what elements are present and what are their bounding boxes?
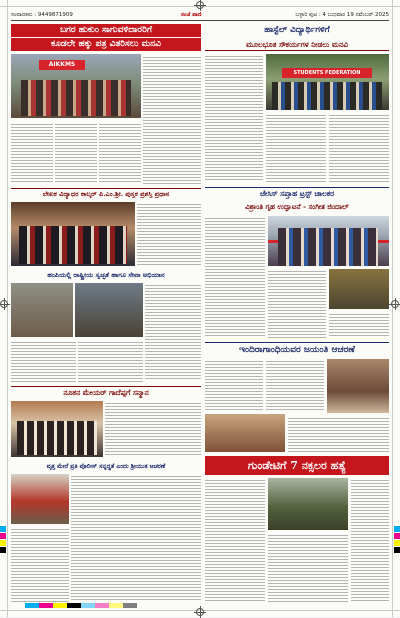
headline-indira: ಇಂದಿರಾಗಾಂಧಿಯವರ ಜಯಂತಿ ಆಚರಣೆ xyxy=(205,342,389,356)
headline-hostel-2: ಮೂಲಭೂತ ಸೌಕರ್ಯಗಳ ನೀಡಲು ಮನವಿ xyxy=(205,38,389,51)
issue-info: ಬಳ್ಳಾರಿ ಪುಟ : 4 ಬುಧವಾರ 19 ನವೆಂಬರ್ 2025 xyxy=(295,12,389,18)
headline-book-release: ಲೇಖಕ ವಿದ್ಯಾಧರ ಕಾಲ್ಕರ್ ಪಿ.ಎಂ.ಶ್ರೀ. ಪುಸ್ತಕ ಪ್ರಶಸ್ತಿ ಪ್ರಧಾನ xyxy=(11,188,201,199)
registration-mark-right xyxy=(391,300,399,308)
masthead xyxy=(11,11,389,21)
photo-jcs-ribbon xyxy=(268,216,389,266)
banner-students-federation: STUDENTS FEDERATION xyxy=(282,68,372,78)
body-text-hostel-col3 xyxy=(329,113,389,182)
crop-line-left xyxy=(7,0,8,617)
headline-jcs-1: ಜೇಸಿಸ್ ಸಪ್ತಾಹ ಟ್ರಸ್ಟ್ ಚಾಲಕರ xyxy=(205,187,389,199)
body-text-hospet xyxy=(145,283,201,381)
editor-contact: ಸಂಪಾದಕರು : 9449871909 xyxy=(11,12,73,18)
photo-mayor xyxy=(11,401,103,457)
headline-mayor: ನೂತನ ಮೇಯರ್ ಗಾದೆಪ್ಪಗೆ ಸನ್ಮಾನ xyxy=(11,386,201,398)
photo-indira-event xyxy=(327,359,389,413)
registration-mark-top xyxy=(196,1,204,9)
body-text-crime-col3 xyxy=(351,478,389,602)
registration-mark-left xyxy=(0,300,8,308)
body-text-hostel-col1 xyxy=(205,54,263,182)
body-text-land-rights-col1b xyxy=(55,122,97,182)
photo-jcs-portrait xyxy=(329,269,389,309)
magenta-mark xyxy=(0,533,6,539)
body-text-indira-col2 xyxy=(266,359,324,411)
cyan-mark xyxy=(0,526,6,532)
headline-land-rights-2: ಕೂಡಲೇ ಹಕ್ಕು ಪತ್ರ ವಿತರಿಸಲು ಮನವಿ xyxy=(11,38,201,51)
headline-land-rights-1: ಬಗರ ಹುಕುಂ ಸಾಗುವಳಿದಾರರಿಗೆ xyxy=(11,24,201,37)
body-text-courts xyxy=(71,474,201,602)
body-text-jcs-col2 xyxy=(268,269,326,338)
body-text-land-rights-col1c xyxy=(99,122,141,182)
body-text-indira-col3 xyxy=(288,416,389,452)
photo-hospet-1 xyxy=(11,283,73,337)
photo-indira-event-2 xyxy=(205,414,285,452)
black-mark xyxy=(394,547,400,553)
body-text-hospet-3 xyxy=(78,340,143,384)
banner-aikkms: AIKKMS xyxy=(39,60,85,70)
cyan-mark xyxy=(394,526,400,532)
body-text-hostel-col2 xyxy=(266,113,326,182)
headline-jcs-2: ವಿಶ್ರಾಂತಿ ಗೃಹ ಉದ್ಘಾಟನೆ - ಸಂಗೀತ ಜಿಂದಾಲ್ xyxy=(245,202,349,211)
paper-name: ಸಂಜೆ ವಾಣಿ xyxy=(181,12,202,18)
magenta-mark xyxy=(394,533,400,539)
photo-hostel xyxy=(266,54,389,110)
yellow-mark xyxy=(0,540,6,546)
crop-line-right xyxy=(392,0,393,617)
body-text-book-release xyxy=(137,202,201,266)
body-text-mayor xyxy=(105,401,201,457)
body-text-courts-2 xyxy=(11,527,69,602)
body-text-crime-col2 xyxy=(268,533,348,602)
headline-crime: ಗುಂಡೇಟಿಗೆ 7 ನಕ್ಸಲರ ಹತ್ಯೆ xyxy=(205,456,389,475)
body-text-jcs-col3 xyxy=(329,312,389,338)
print-color-bar xyxy=(25,603,137,608)
headline-hostel-1: ಹಾಸ್ಟೆಲ್ ವಿದ್ಯಾರ್ಥಿಗಳಿಗೆ xyxy=(264,25,330,35)
body-text-land-rights-col2 xyxy=(143,55,201,185)
body-text-hospet-2 xyxy=(11,340,76,384)
photo-protest xyxy=(11,54,141,118)
body-text-indira-col1 xyxy=(205,359,263,411)
yellow-mark xyxy=(394,540,400,546)
registration-mark-bottom xyxy=(196,608,204,616)
body-text-land-rights-col1 xyxy=(11,122,53,182)
body-text-crime-col1 xyxy=(205,478,265,602)
photo-crime-scene xyxy=(268,478,348,530)
headline-hospet: ಹಂಪಿಯಲ್ಲಿ ರಾಷ್ಟ್ರೀಯ ಸ್ವಚ್ಛತೆ ಹಾಗೂ ಸೇವಾ ಅಭಿಯಾನ xyxy=(47,271,165,279)
photo-court-building xyxy=(11,474,69,524)
photo-book-release xyxy=(11,202,135,266)
photo-hospet-2 xyxy=(75,283,143,337)
headline-courts: ವೃತ್ತ ಮೇರೆ ಪ್ರತಿ ಪೊಲೀಸ್ ಸನ್ನದ್ಧತೆ ಎಂದು ಶ್ರೀಯುತ ಆಚರಣೆ xyxy=(46,463,166,470)
black-mark xyxy=(0,547,6,553)
body-text-jcs-col1 xyxy=(205,216,265,338)
